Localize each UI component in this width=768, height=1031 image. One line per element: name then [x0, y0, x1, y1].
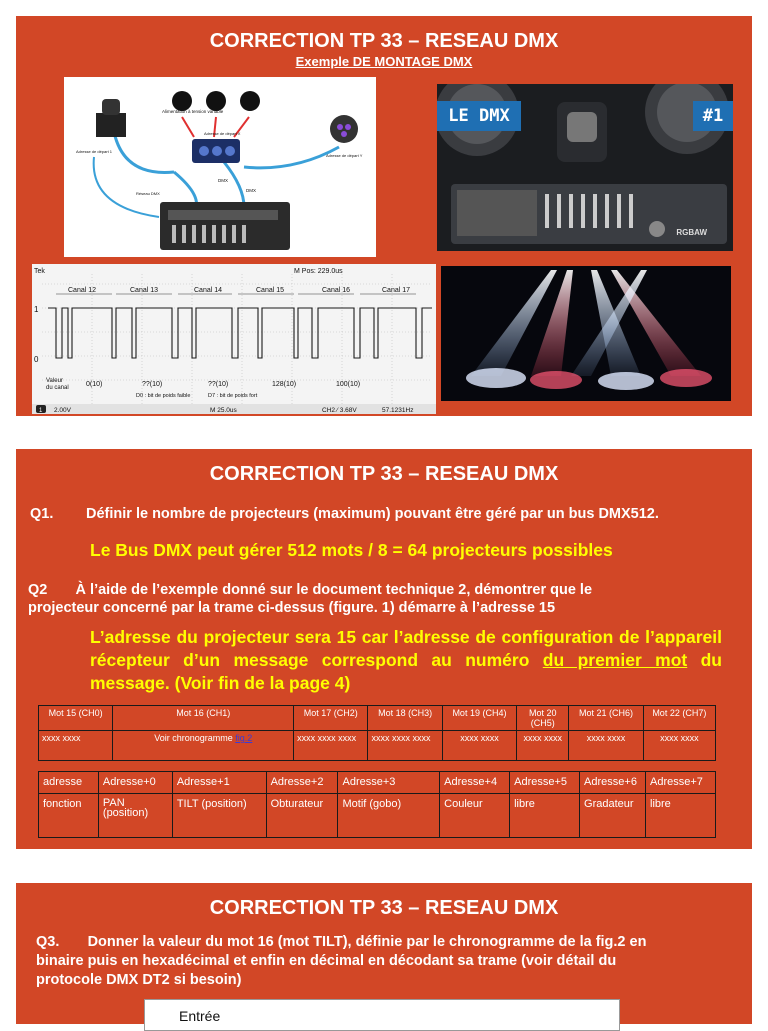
slide-subtitle: Exemple DE MONTAGE DMX	[295, 54, 473, 69]
table-cell: Adresse+1	[172, 772, 266, 794]
scope-value: ??(10)	[142, 381, 163, 388]
table-cell-chronogramme	[113, 731, 294, 761]
table-cell: xxxx xxxx xxxx	[368, 731, 442, 761]
question-3-line-3: protocole DMX DT2 si besoin)	[36, 972, 242, 988]
scope-voltage: 2.00V	[54, 407, 71, 414]
table-cell: PAN (position)	[98, 794, 172, 838]
fig2-link[interactable]: fig.2	[235, 733, 253, 743]
scope-channel-label: Canal 16	[322, 287, 351, 294]
table-cell: Adresse+4	[440, 772, 510, 794]
light-show-photo	[441, 266, 731, 401]
scope-value: 100(10)	[336, 381, 361, 388]
table-cell: Adresse+7	[646, 772, 716, 794]
table-header: Mot 15 (CH0)	[39, 706, 113, 731]
table-row	[39, 772, 716, 794]
table-cell: xxxx xxxx	[569, 731, 643, 761]
table-cell: libre	[510, 794, 580, 838]
question-2-line-1: Q2 À l’aide de l’exemple donné sur le document technique 2, démontrer que le	[28, 582, 593, 598]
table-cell: Adresse+3	[338, 772, 440, 794]
scope-brand: Tek	[34, 268, 45, 275]
table-cell: adresse	[39, 772, 99, 794]
table-cell: Obturateur	[266, 794, 338, 838]
table-row	[39, 794, 716, 838]
scope-channel-label: Canal 15	[256, 287, 285, 294]
diagram-label-reseau: Réseau DMX	[136, 191, 160, 196]
scope-valeur: Valeur	[46, 378, 63, 384]
answer-2	[90, 626, 722, 695]
address-function-table	[38, 771, 716, 838]
video-banner: LE DMX	[437, 101, 521, 131]
question-3-line-1: Q3. Donner la valeur du mot 16 (mot TILT), définie par le chronogramme de la fig.2 en	[36, 934, 647, 950]
entree-box	[144, 999, 620, 1031]
slide-1	[16, 16, 752, 416]
video-badge: #1	[693, 101, 733, 131]
scope-m-pos: M Pos: 229.0us	[294, 268, 343, 275]
table-cell: Adresse+0	[98, 772, 172, 794]
scope-channel-label: Canal 14	[194, 287, 223, 294]
scope-du-canal: du canal	[46, 385, 69, 391]
question-1-text: Définir le nombre de projecteurs (maximum) pouvant être géré par un bus DMX512.	[86, 506, 659, 522]
entree-label: Entrée	[179, 1008, 221, 1024]
table-cell: Adresse+6	[580, 772, 646, 794]
table-cell: TILT (position)	[172, 794, 266, 838]
scope-ch1-icon: 1	[39, 408, 43, 414]
slide-title: CORRECTION TP 33 – RESEAU DMX	[209, 897, 559, 919]
answer-2-underline: du premier mot	[542, 650, 688, 670]
le-dmx-video-thumbnail	[437, 84, 733, 251]
console-brand: RGBAW	[676, 228, 707, 237]
diagram-label-dmx-2: DMX	[246, 188, 256, 193]
diagram-label-addr-y: Adresse de départ Y	[326, 153, 363, 158]
table-cell: xxxx xxxx	[442, 731, 516, 761]
diagram-label-alim: Alimentation à tension variable	[162, 109, 224, 114]
table-header: Mot 22 (CH7)	[643, 706, 715, 731]
slide-2	[16, 449, 752, 849]
dmx-wiring-diagram	[64, 77, 376, 257]
scope-d7-note: D7 : bit de poids fort	[208, 393, 258, 399]
table-cell: libre	[646, 794, 716, 838]
table-cell-text: Voir chronogramme	[154, 733, 236, 743]
slide-title: CORRECTION TP 33 – RESEAU DMX	[209, 30, 559, 52]
table-header: Mot 20 (CH5)	[517, 706, 569, 731]
scope-value: 0(10)	[86, 381, 103, 388]
scope-channel-label: Canal 13	[130, 287, 159, 294]
table-row	[39, 731, 716, 761]
scope-channel-label: Canal 17	[382, 287, 411, 294]
slide-title: CORRECTION TP 33 – RESEAU DMX	[209, 463, 559, 485]
table-cell: xxxx xxxx	[39, 731, 113, 761]
table-header: Mot 16 (CH1)	[113, 706, 294, 731]
answer-1: Le Bus DMX peut gérer 512 mots / 8 = 64 projecteurs possibles	[90, 540, 613, 560]
scope-trigger: CH2 ⁄ 3.68V	[322, 407, 357, 414]
diagram-label-addr-1: Adresse de départ 1	[76, 149, 113, 154]
scope-timebase: M 25.0us	[210, 407, 237, 414]
table-cell: xxxx xxxx	[517, 731, 569, 761]
table-header: Mot 17 (CH2)	[294, 706, 368, 731]
question-3-line-2: binaire puis en hexadécimal et enfin en décimal en décodant sa trame (voir détail du	[36, 953, 617, 969]
oscilloscope-capture	[32, 264, 436, 414]
answer-2-part-1: L’adresse du projecteur sera 15 car l’adresse de configuration de l’appareil récepteur d’un message correspond au numéro	[90, 627, 722, 670]
scope-channel-label: Canal 12	[68, 287, 97, 294]
table-cell: Motif (gobo)	[338, 794, 440, 838]
slide-3	[16, 883, 752, 1024]
scope-value: 128(10)	[272, 381, 297, 388]
diagram-label-addr-x: Adresse de départ X	[204, 131, 241, 136]
table-cell: fonction	[39, 794, 99, 838]
table-cell: xxxx xxxx xxxx	[294, 731, 368, 761]
question-1-number: Q1.	[30, 506, 54, 522]
table-cell: xxxx xxxx	[643, 731, 715, 761]
table-cell: Adresse+2	[266, 772, 338, 794]
answer-2-part-2: du message. (Voir fin de la page 4)	[90, 650, 723, 693]
scope-level-1: 1	[34, 305, 39, 314]
table-header: Mot 21 (CH6)	[569, 706, 643, 731]
table-cell: Gradateur	[580, 794, 646, 838]
table-row	[39, 706, 716, 731]
table-header: Mot 18 (CH3)	[368, 706, 442, 731]
scope-value: ??(10)	[208, 381, 229, 388]
scope-level-0: 0	[34, 355, 39, 364]
diagram-label-dmx-1: DMX	[218, 178, 228, 183]
table-cell: Adresse+5	[510, 772, 580, 794]
table-cell: Couleur	[440, 794, 510, 838]
scope-d0-note: D0 : bit de poids faible	[136, 393, 191, 399]
dmx-words-table	[38, 705, 716, 761]
table-header: Mot 19 (CH4)	[442, 706, 516, 731]
scope-frequency: 57.1231Hz	[382, 407, 414, 414]
question-2-line-2: projecteur concerné par la trame ci-dessus (figure. 1) démarre à l’adresse 15	[28, 600, 556, 616]
